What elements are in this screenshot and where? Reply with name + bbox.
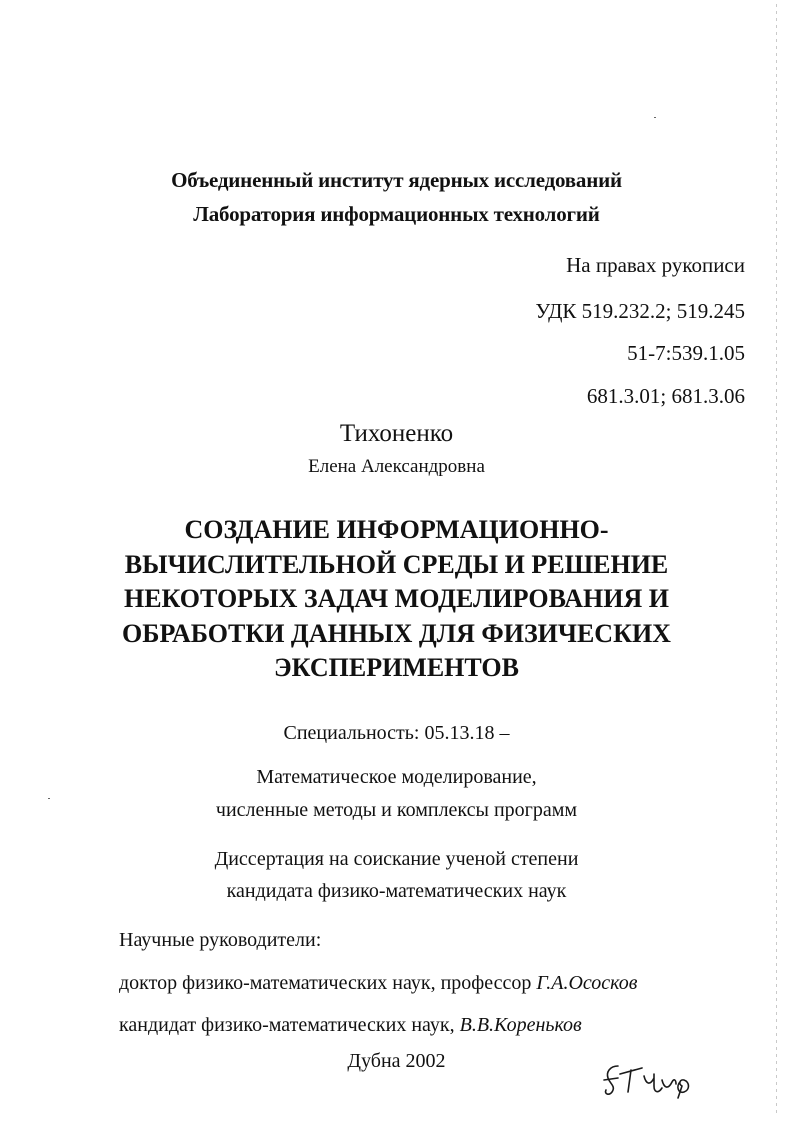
- specialty-code: Специальность: 05.13.18 –: [283, 722, 510, 744]
- title-line: ЭКСПЕРИМЕНТОВ: [274, 653, 519, 682]
- manuscript-rights: На правах рукописи: [566, 253, 745, 277]
- title-line: НЕКОТОРЫХ ЗАДАЧ МОДЕЛИРОВАНИЯ И: [123, 584, 670, 613]
- specialty-name-line-2: численные методы и комплексы программ: [215, 799, 578, 821]
- degree-line-2: кандидата физико-математических наук: [226, 880, 567, 902]
- supervisor-first-name: Г.А.Ососков: [536, 972, 638, 994]
- supervisor-first-title: доктор физико-математических наук, профессор: [119, 972, 537, 994]
- udc-code-line-1: УДК 519.232.2; 519.245: [535, 299, 745, 323]
- supervisor-second: [119, 1014, 582, 1037]
- specialty-name-line-1: Математическое моделирование,: [256, 766, 537, 788]
- udc-code-line-2: 51-7:539.1.05: [627, 341, 745, 365]
- handwritten-signature: [598, 1052, 708, 1100]
- udc-code-line-3: 681.3.01; 681.3.06: [586, 384, 745, 408]
- city-year: Дубна 2002: [347, 1050, 446, 1072]
- title-line: ВЫЧИСЛИТЕЛЬНОЙ СРЕДЫ И РЕШЕНИЕ: [124, 549, 669, 579]
- author-surname: Тихоненко: [339, 420, 454, 447]
- degree-line-1: Диссертация на соискание ученой степени: [214, 848, 579, 870]
- supervisors-heading: Научные руководители:: [119, 929, 322, 951]
- author-given-names: Елена Александровна: [308, 456, 485, 477]
- supervisor-second-title: кандидат физико-математических наук,: [119, 1014, 460, 1036]
- title-line: ОБРАБОТКИ ДАННЫХ ДЛЯ ФИЗИЧЕСКИХ: [122, 618, 671, 648]
- laboratory-name: Лаборатория информационных технологий: [193, 202, 600, 226]
- institute-name: Объединенный институт ядерных исследований: [171, 168, 622, 192]
- scan-speck: [654, 117, 656, 118]
- dissertation-title: [60, 513, 733, 686]
- supervisor-second-name: В.В.Кореньков: [459, 1014, 582, 1036]
- title-line: СОЗДАНИЕ ИНФОРМАЦИОННО-: [184, 515, 609, 544]
- supervisor-first: [119, 972, 637, 995]
